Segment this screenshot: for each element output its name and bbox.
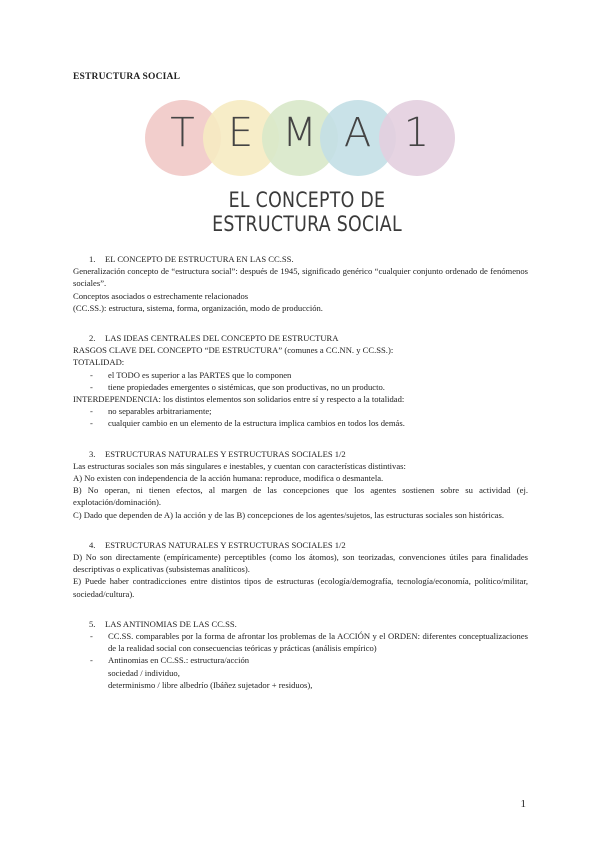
bullet-list — [73, 405, 528, 429]
paragraph: Generalización concepto de “estructura social”: después de 1945, significado genérico “cualquier conjunto ordenado de fenómenos sociales”. — [73, 266, 528, 289]
section-number: 2. — [89, 333, 96, 344]
section-4 — [73, 539, 528, 600]
list-item: - tiene propiedades emergentes o sistémicas, que son productivas, no un producto. — [73, 381, 528, 393]
section-heading — [73, 539, 528, 551]
section-number: 3. — [89, 448, 96, 459]
section-2 — [73, 332, 528, 430]
section-title: LAS IDEAS CENTRALES DEL CONCEPTO DE ESTRUCTURA — [105, 333, 339, 344]
banner-letter-t: T — [170, 110, 196, 156]
section-title: EL CONCEPTO DE ESTRUCTURA EN LAS CC.SS. — [105, 254, 294, 264]
paragraph: Las estructuras sociales son más singulares e inestables, y cuentan con características distintivas: — [73, 460, 406, 471]
section-heading — [73, 253, 528, 265]
paragraph: C) Dado que dependen de A) la acción y de las B) concepciones de los agentes/sujetos, las estructuras sociales son históricas. — [73, 509, 504, 520]
paragraph: (CC.SS.): estructura, sistema, forma, organización, modo de producción. — [73, 302, 323, 313]
banner-letter-1: 1 — [403, 110, 431, 156]
section-number: 4. — [89, 539, 96, 550]
paragraph: TOTALIDAD: — [73, 357, 125, 368]
page-number: 1 — [520, 798, 526, 810]
section-title: LAS ANTINOMIAS DE LAS CC.SS. — [105, 618, 237, 629]
list-item: - cualquier cambio en un elemento de la estructura implica cambios en todos los demás. — [73, 417, 528, 429]
list-item: - CC.SS. comparables por la forma de afrontar los problemas de la ACCIÓN y el ORDEN: diferentes conceptualizaciones de la realidad social con consecuencias teóricas y prácticas (análisis empírico) — [73, 630, 528, 654]
banner-letter-a: A — [343, 110, 373, 156]
section-number: 1. — [89, 254, 96, 264]
section-number: 5. — [89, 618, 96, 629]
paragraph: A) No existen con independencia de la acción humana: reproduce, modifica o desmantela. — [73, 473, 384, 484]
paragraph: E) Puede haber contradicciones entre distintos tipos de estructuras (ecología/demografía, tecnología/economía, político/militar, sociedad/cultura). — [73, 576, 528, 599]
bullet-list — [73, 369, 528, 393]
paragraph: B) No operan, ni tienen efectos, al margen de las concepciones que los agentes sostienen sobre su actividad (ej. explotación/dominación). — [73, 485, 528, 508]
paragraph: determinismo / libre albedrío (Ibáñez sujetador + residuos), — [108, 679, 313, 690]
tema-banner — [145, 100, 455, 236]
document-body — [73, 253, 528, 709]
banner-subtitle: EL CONCEPTO DE ESTRUCTURA SOCIAL — [212, 188, 402, 236]
section-title: ESTRUCTURAS NATURALES Y ESTRUCTURAS SOCIALES 1/2 — [105, 448, 346, 459]
section-title: ESTRUCTURAS NATURALES Y ESTRUCTURAS SOCIALES 1/2 — [105, 539, 346, 550]
section-heading — [73, 332, 528, 344]
paragraph: sociedad / individuo, — [108, 667, 180, 678]
list-item: - el TODO es superior a las PARTES que lo componen — [73, 369, 528, 381]
section-3 — [73, 448, 528, 521]
document-title: ESTRUCTURA SOCIAL — [73, 72, 181, 82]
paragraph: INTERDEPENDENCIA: los distintos elementos son solidarios entre sí y respecto a la totalidad: — [73, 394, 405, 405]
paragraph: RASGOS CLAVE DEL CONCEPTO “DE ESTRUCTURA” (comunes a CC.NN. y CC.SS.): — [73, 345, 394, 356]
section-heading — [73, 448, 528, 460]
banner-letter-e: E — [227, 110, 255, 156]
banner-letter-m: M — [282, 110, 318, 156]
paragraph: D) No son directamente (empíricamente) perceptibles (como los átomos), son teorizadas, convenciones útiles para finalidades descriptivas o explicativas (subsistemas analíticos). — [73, 552, 528, 575]
list-item: - Antinomias en CC.SS.: estructura/acción — [73, 654, 528, 666]
section-heading — [73, 618, 528, 630]
paragraph: Conceptos asociados o estrechamente relacionados — [73, 290, 249, 301]
section-5 — [73, 618, 528, 691]
list-item: - no separables arbitrariamente; — [73, 405, 528, 417]
section-1 — [73, 253, 528, 314]
bullet-list — [73, 630, 528, 667]
